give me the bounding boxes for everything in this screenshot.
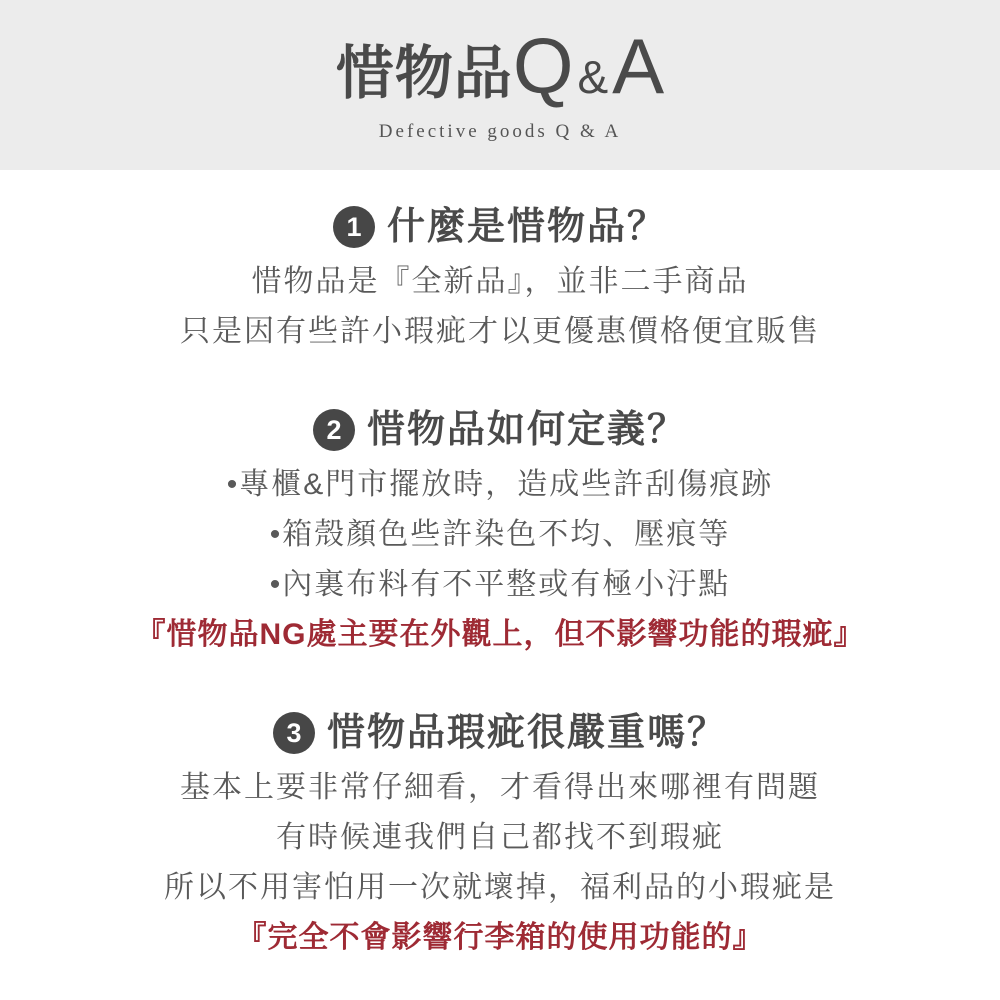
section-2-heading-text: 惜物品如何定義？ (366, 409, 687, 451)
title-chinese: 惜物品 (335, 41, 513, 106)
qa-section-3 (0, 709, 1000, 963)
title-ampersand: & (577, 51, 609, 103)
qa-bullet-line: •箱殼顏色些許染色不均、壓痕等 (269, 518, 731, 551)
section-2-number-badge: 2 (313, 409, 355, 451)
title-letter-q: Q (512, 22, 574, 110)
qa-line: 惜物品是『全新品』，並非二手商品 (251, 265, 749, 298)
section-3-heading (0, 709, 1000, 757)
header (0, 0, 1000, 170)
qa-bullet-line: •專櫃&門市擺放時，造成些許刮傷痕跡 (226, 468, 774, 501)
section-3-number-badge: 3 (273, 712, 315, 754)
section-2-heading (0, 406, 1000, 454)
section-1-heading-text: 什麼是惜物品？ (386, 206, 667, 248)
title-letter-a: A (612, 22, 665, 110)
qa-line: 只是因有些許小瑕疵才以更優惠價格便宜販售 (180, 315, 820, 348)
qa-line: 所以不用害怕用一次就壞掉，福利品的小瑕疵是 (164, 871, 836, 904)
page-subtitle: Defective goods Q & A (378, 121, 622, 142)
qa-section-2 (0, 406, 1000, 660)
qa-line: 基本上要非常仔細看，才看得出來哪裡有問題 (180, 771, 820, 804)
qa-line: 有時候連我們自己都找不到瑕疵 (276, 821, 724, 854)
qa-highlight-line: 『完全不會影響行李箱的使用功能的』 (236, 921, 764, 954)
section-1-number-badge: 1 (333, 206, 375, 248)
section-3-heading-text: 惜物品瑕疵很嚴重嗎？ (326, 712, 727, 754)
section-1-heading (0, 203, 1000, 251)
qa-section-1 (0, 203, 1000, 357)
qa-content (0, 203, 1000, 963)
page-title (335, 22, 665, 110)
qa-highlight-line: 『惜物品NG處主要在外觀上，但不影響功能的瑕疵』 (135, 618, 865, 651)
qa-bullet-line: •內裏布料有不平整或有極小汙點 (269, 568, 731, 601)
